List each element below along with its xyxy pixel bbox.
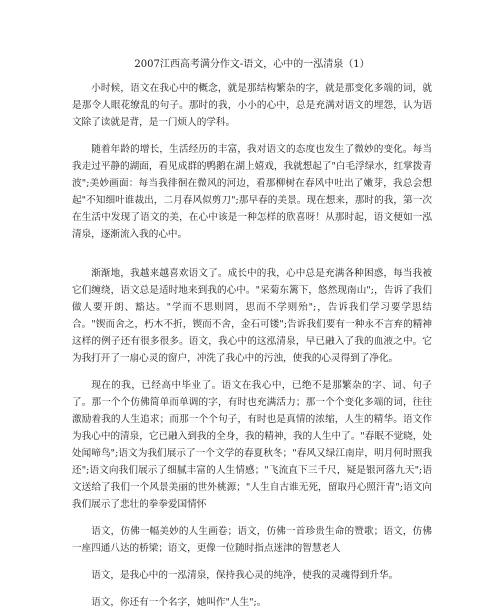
paragraph-spacer: [72, 131, 432, 141]
document-title: 2007江西高考满分作文-语文，心中的一泓清泉（1）: [134, 59, 370, 70]
paragraph-spacer: [72, 367, 432, 377]
paragraph-3: 渐渐地，我越来越喜欢语文了。成长中的我，心中总是充满各种困惑，每当我被它们缠绕，语文总是适时地来到我的心中。"采菊东篱下，悠然现南山";，告诉了我们做人要开朗、豁达。"学而不思则罔，思而不学则殆";，告诉我们学习要学思结合。"锲而舍之，朽木不折，锲而不舍，金石可镂";告诉我们要有一种永不言弃的精神这样的例子还有很多很多。语文，我心中的这泓清泉，早已融入了我的血液之中。它为我打开了一扇心灵的窗户，冲洗了我心中的污浊，使我的心灵得到了净化。: [72, 268, 432, 364]
paragraph-2: 随着年龄的增长，生活经历的丰富，我对语文的态度也发生了微妙的变化。每当我走过平静的湖面，看见成群的鸭鹅在湖上嬉戏，我就想起了"白毛浮绿水，红掌拨青波";美妙画面：每当我徘徊在微风的河边，看那柳树在春风中吐出了嫩芽，我总会想起"不知细叶谁裁出，二月春风似剪刀";那早春的美景。现在想来，那时的我，第一次在生活中发现了语文的美，在心中该是一种怎样的欣喜呀！从那时起，语文便如一泓清泉，逐渐流入我的心中。: [72, 144, 432, 240]
paragraph-7: 语文，你还有一个名字，她叫作"人生";。: [91, 597, 267, 608]
paragraph-6: 语文，是我心中的一泓清泉，保持我心灵的纯净，使我的灵魂得到升华。: [91, 570, 399, 581]
document-page: [72, 58, 432, 611]
paragraph-spacer: [72, 584, 432, 594]
paragraph-spacer: [72, 513, 432, 523]
paragraph-4: 现在的我，已经高中毕业了。语文在我心中，已绝不是那繁杂的字、词、句子了。那一个个仿佛简单而单调的字，有时也充满活力；那一个个变化多端的词，往往激励着我的人生追求；而那一个个句子，有时也是真情的浓缩，人生的精华。语文作为我心中的清泉，它已融入到我的全身，我的精神，我的人生中了。"春眠不觉晓，处处闻啼鸟";语文为我们展示了一个文学的春夏秋冬；"春风又绿江南岸，明月何时照我还";语文向我们展示了细腻丰富的人生情感；"飞流直下三千尺，疑是银河落九天";语文送给了我们一个风景美丽的世外桃源；"人生自古谁无死，留取丹心照汗青";语文向我们展示了悲壮的拳拳爱国情怀: [72, 380, 432, 510]
paragraph-5: 语文，仿佛一幅美妙的人生画卷；语文，仿佛一首珍贵生命的赞歌；语文，仿佛一座四通八达的桥梁；语文，更像一位随时指点迷津的智慧老人: [72, 526, 432, 554]
paragraph-1: 小时候，语文在我心中的概念，就是那结构繁杂的字，就是那变化多端的词，就是那令人眼花缭乱的句子。那时的我，小小的心中，总是充满对语文的埋怨，认为语文除了读就是背，是一门烦人的学科。: [72, 83, 432, 128]
paragraph-spacer: [72, 243, 432, 265]
